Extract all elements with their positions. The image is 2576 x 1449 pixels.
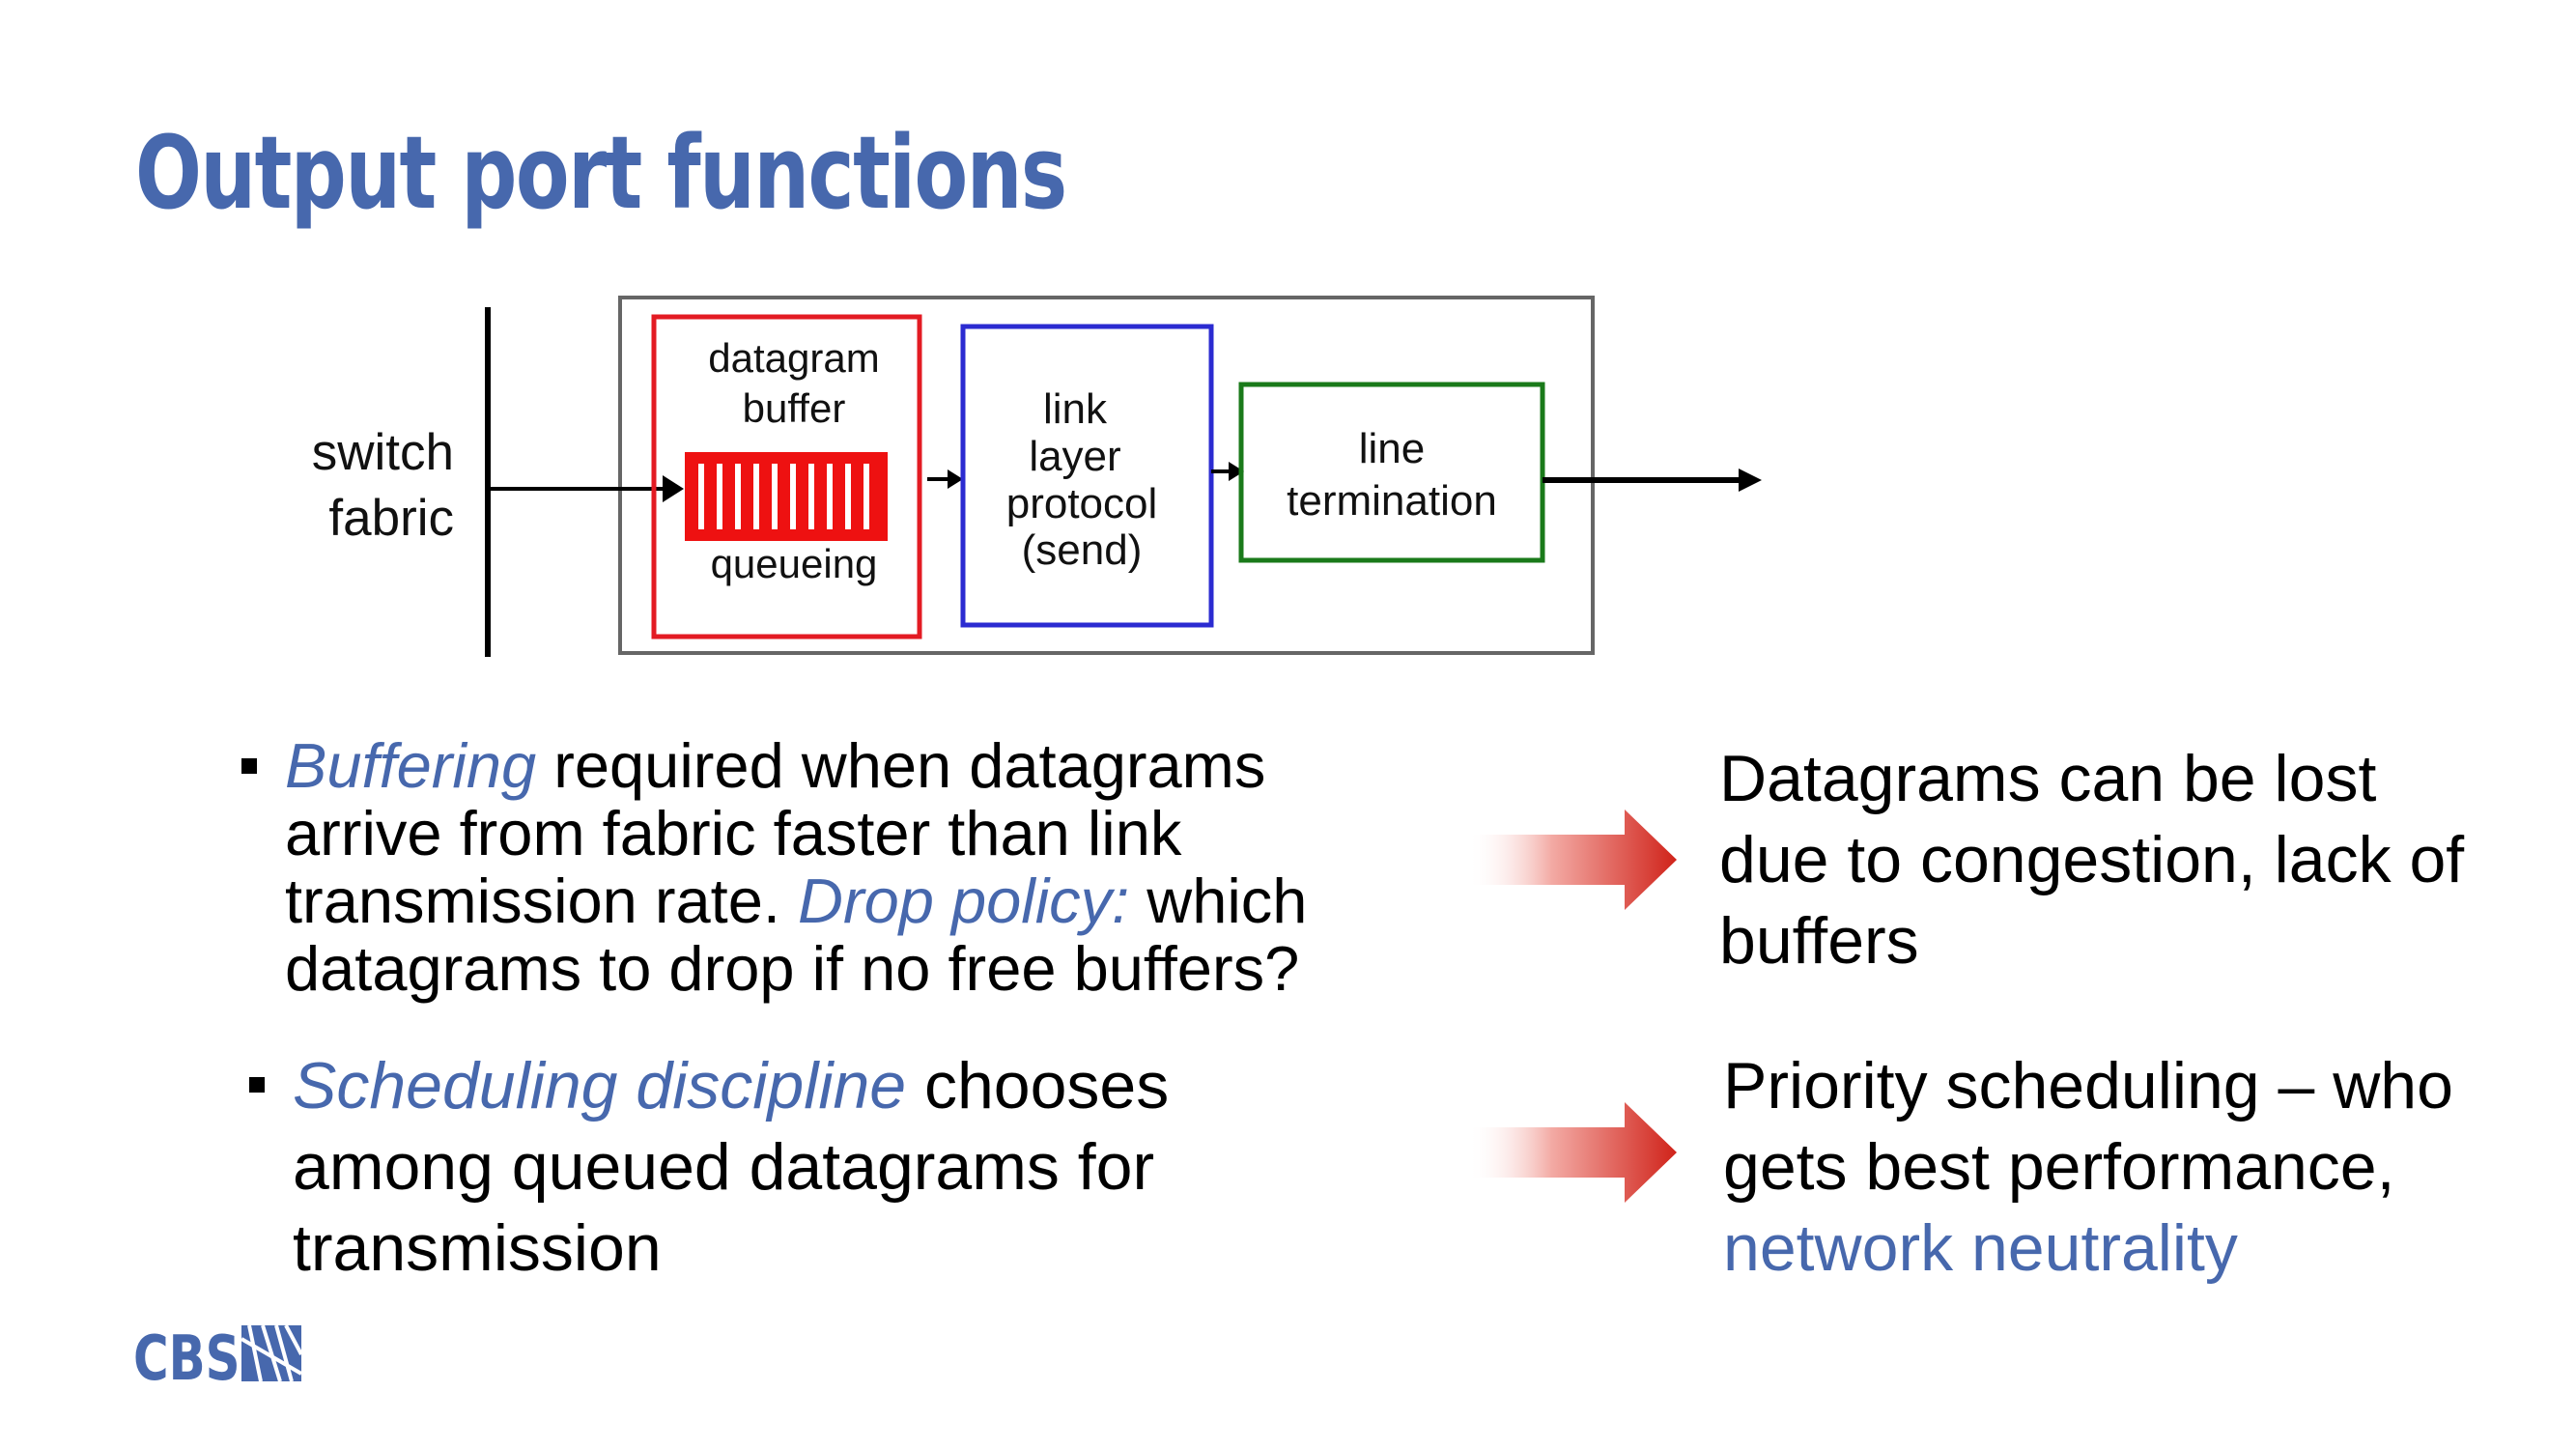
note-datagrams-lost [1719, 738, 2550, 981]
queueing-label: queueing [710, 541, 878, 586]
page-title: Output port functions [135, 114, 1066, 232]
bullet-buffering-text [241, 732, 1468, 1003]
datagram-buffer-label-2: buffer [742, 385, 846, 431]
queue-fill [685, 452, 888, 541]
scheduling-line-2: among queued datagrams for [293, 1130, 1155, 1204]
note-priority-line-1: Priority scheduling – who [1723, 1049, 2453, 1122]
buffering-term: Buffering [285, 730, 537, 801]
scheduling-text-1: chooses [906, 1049, 1170, 1122]
cbs-logo [133, 1321, 307, 1389]
red-arrow-lost-shape [1468, 810, 1677, 910]
buffering-line-2: arrive from fabric faster than link [285, 798, 1182, 868]
queue-slot-divider [863, 464, 869, 529]
cbs-logo-mark [241, 1325, 301, 1381]
queue-slot-divider [845, 464, 851, 529]
buffering-text-1: required when datagrams [536, 730, 1266, 801]
queue-slot-divider [790, 464, 796, 529]
bullet-scheduling [249, 1045, 1476, 1289]
scheduling-line-3: transmission [293, 1211, 662, 1285]
logo-text: CBS [133, 1321, 241, 1389]
bullet-marker [241, 758, 257, 774]
note-lost-line-1: Datagrams can be lost [1719, 742, 2377, 815]
note-lost-line-3: buffers [1719, 904, 1919, 978]
note-priority-scheduling [1723, 1045, 2554, 1289]
buffering-line-4: datagrams to drop if no free buffers? [285, 933, 1300, 1004]
line-termination-label-1: line [1358, 425, 1426, 472]
queue-slot-divider [827, 464, 833, 529]
queue-slot-divider [772, 464, 778, 529]
queue-slot-divider [698, 464, 704, 529]
bullet-scheduling-text [249, 1045, 1476, 1289]
line-termination-label-2: termination [1287, 477, 1497, 525]
link-layer-label-1: link [1042, 385, 1108, 433]
red-arrow-priority [1468, 1094, 1681, 1210]
queue-cells [685, 452, 888, 541]
red-arrow-lost [1468, 802, 1681, 918]
link-layer-label-4: (send) [1021, 526, 1143, 574]
bullet-buffering [241, 732, 1468, 1003]
bullet-marker [249, 1077, 265, 1093]
output-arrowhead [1739, 469, 1762, 492]
network-neutrality-link: network neutrality [1723, 1211, 2238, 1285]
datagram-buffer-label-1: datagram [708, 335, 880, 381]
output-port-diagram [0, 0, 2576, 676]
note-lost-line-2: due to congestion, lack of [1719, 823, 2465, 896]
drop-policy-term: Drop policy: [798, 866, 1130, 936]
queue-slot-divider [753, 464, 759, 529]
red-arrow-priority-shape [1468, 1102, 1677, 1203]
note-priority-line-2: gets best performance, [1723, 1130, 2395, 1204]
switch-fabric-label-1: switch [311, 424, 454, 481]
link-layer-label-3: protocol [1005, 480, 1158, 527]
line-termination-box [1241, 384, 1543, 560]
scheduling-term: Scheduling discipline [293, 1049, 907, 1122]
buffering-line-3-post: which [1129, 866, 1308, 936]
queue-slot-divider [808, 464, 814, 529]
link-layer-label-2: layer [1029, 433, 1121, 480]
queue-slot-divider [717, 464, 722, 529]
switch-fabric-label-2: fabric [328, 490, 454, 547]
fabric-to-buffer-arrowhead [663, 475, 684, 502]
queue-slot-divider [735, 464, 741, 529]
buffering-line-3-pre: transmission rate. [285, 866, 799, 936]
